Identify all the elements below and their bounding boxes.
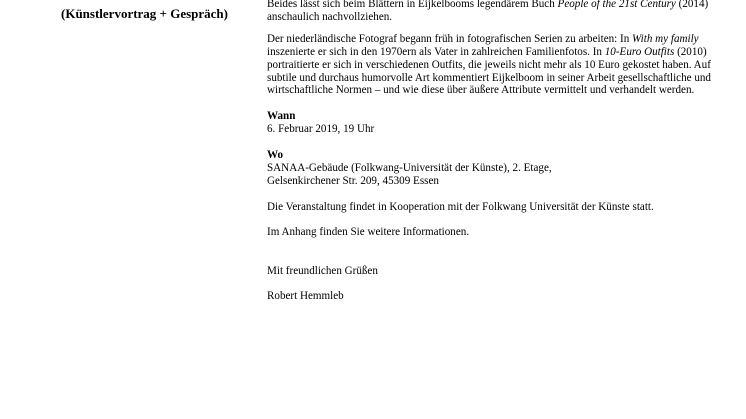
intro-text-1: Beides lässt sich beim Blättern in Eijkelbooms legendärem Buch bbox=[267, 0, 558, 10]
description-paragraph bbox=[267, 33, 717, 98]
event-subtitle: (Künstlervortrag + Gespräch) bbox=[61, 6, 228, 21]
description-text-2: inszenierte er sich in den 1970ern als Vater in zahlreichen Familienfotos. In bbox=[267, 45, 605, 58]
signature-name: Robert Hemmleb bbox=[267, 289, 344, 302]
intro-text-2: (2014) anschaulich nachvollziehen. bbox=[267, 0, 709, 23]
attachment-paragraph: Im Anhang finden Sie weitere Informationen. bbox=[267, 225, 470, 238]
closing-greeting: Mit freundlichen Grüßen bbox=[267, 264, 378, 277]
letter-body bbox=[267, 0, 717, 303]
series-title-outfits: 10-Euro Outfits bbox=[604, 45, 675, 58]
intro-paragraph bbox=[267, 0, 717, 24]
when-value: 6. Februar 2019, 19 Uhr bbox=[267, 123, 375, 136]
series-title-family: With my family bbox=[632, 32, 699, 45]
where-line-2: Gelsenkirchener Str. 209, 45309 Essen bbox=[267, 174, 439, 187]
description-text-3: (2010) portraitierte er sich in verschiedenen Outfits, die jeweils nicht mehr als 10 Euro gekostet haben. Auf subtile und durchaus humorvolle Art kommentiert Eijkelboom in seiner Arbeit gesellschaftliche und wirtschaftliche Normen – und wie diese über äußere Attribute vermittelt und verhandelt werden. bbox=[267, 45, 711, 97]
when-label: Wann bbox=[267, 110, 296, 123]
description-text-1: Der niederländische Fotograf begann früh in fotografischen Serien zu arbeiten: In bbox=[267, 32, 633, 45]
when-section bbox=[267, 110, 717, 136]
book-title: People of the 21st Century bbox=[557, 0, 676, 10]
cooperation-paragraph: Die Veranstaltung findet in Kooperation mit der Folkwang Universität der Künste statt. bbox=[267, 200, 654, 213]
where-line-1: SANAA-Gebäude (Folkwang-Universität der Künste), 2. Etage, bbox=[267, 162, 552, 175]
where-label: Wo bbox=[267, 149, 284, 162]
where-section bbox=[267, 149, 717, 188]
